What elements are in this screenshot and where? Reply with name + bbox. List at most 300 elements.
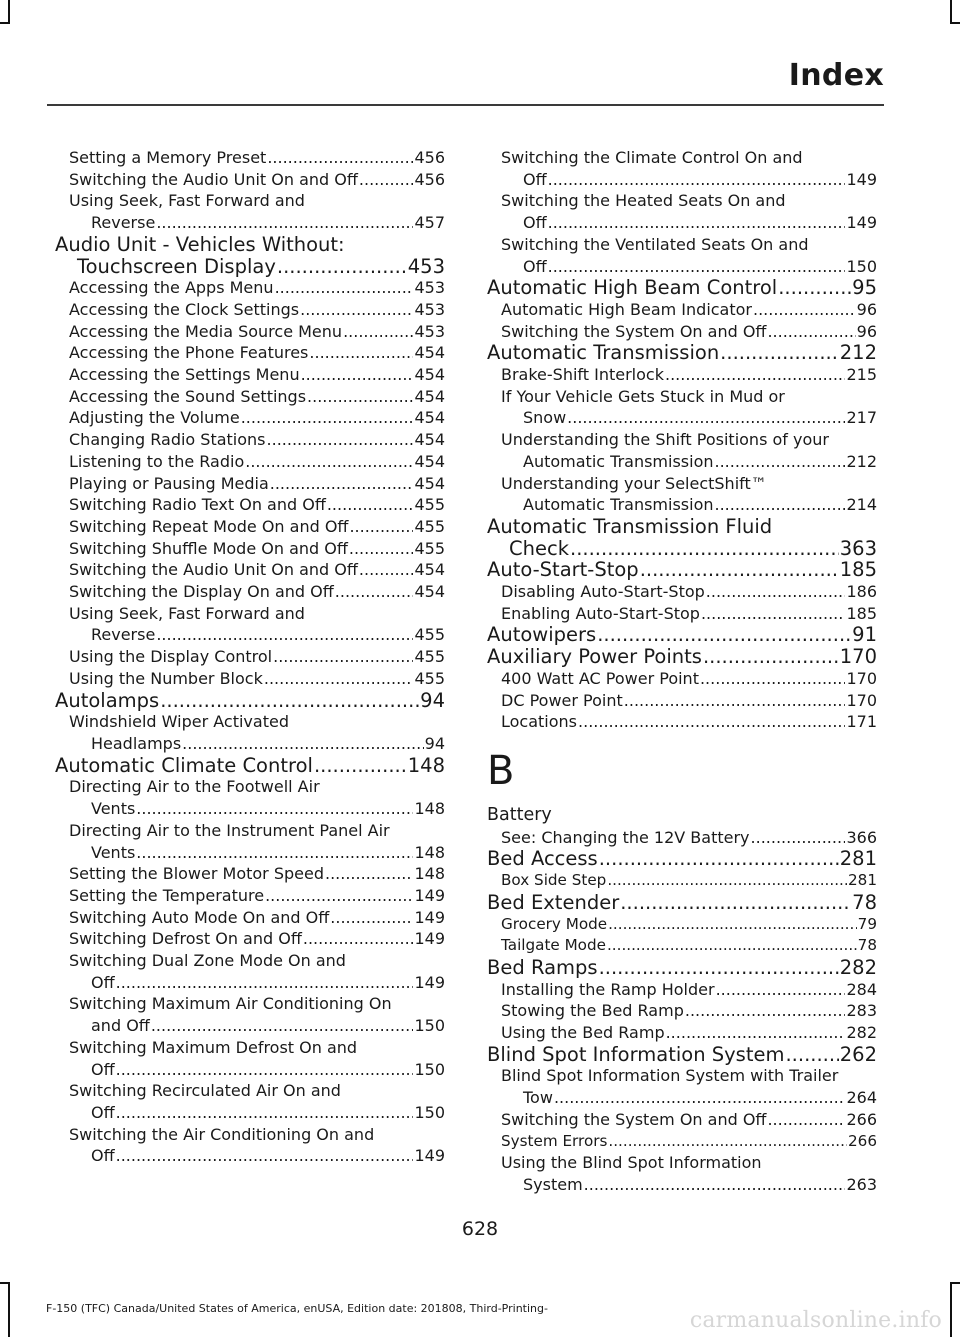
entry-page-number: 150 <box>414 1102 445 1122</box>
entry-leader-dots <box>116 1145 414 1167</box>
index-subentry-multiline <box>55 820 445 863</box>
entry-label-line2 <box>69 1145 445 1167</box>
entry-leader-dots <box>277 256 407 278</box>
entry-page-number: 453 <box>414 278 445 298</box>
entry-label-line1: Using the Blind Spot Information <box>501 1153 762 1173</box>
entry-page-number: 454 <box>414 560 445 580</box>
entry-leader-dots <box>267 429 414 451</box>
entry-page-number: 454 <box>414 430 445 450</box>
entry-page-number: 212 <box>846 451 877 471</box>
index-subentry-multiline <box>55 993 445 1036</box>
entry-leader-dots <box>349 516 413 538</box>
entry-leader-dots <box>359 169 414 191</box>
entry-page-number: 454 <box>414 451 445 471</box>
entry-leader-dots <box>666 1022 846 1044</box>
index-subentry-multiline <box>55 603 445 646</box>
entry-label: Switching Shuffle Mode On and Off <box>69 538 348 558</box>
entry-leader-dots <box>548 212 846 234</box>
entry-label: Playing or Pausing Media <box>69 473 269 493</box>
entry-leader-dots <box>270 473 414 495</box>
entry-page-number: 149 <box>846 169 877 189</box>
entry-label: Off <box>91 1102 115 1122</box>
index-main-entry <box>487 1044 877 1066</box>
entry-label-line2 <box>69 972 445 994</box>
entry-label-line2 <box>69 1059 445 1081</box>
entry-page-number: 185 <box>846 603 877 623</box>
entry-leader-dots <box>665 364 845 386</box>
index-subentry-multiline <box>487 147 877 190</box>
entry-label: Bed Access <box>487 848 598 871</box>
entry-leader-dots <box>706 581 846 603</box>
entry-leader-dots <box>327 494 414 516</box>
entry-leader-dots <box>607 870 847 892</box>
entry-leader-dots <box>578 711 845 733</box>
entry-leader-dots <box>767 1109 845 1131</box>
index-main-entry <box>487 892 877 914</box>
entry-page-number: 78 <box>852 891 877 914</box>
entry-label: Locations <box>501 712 578 732</box>
entry-label-line2 <box>69 1102 445 1124</box>
entry-page-number: 454 <box>414 582 445 602</box>
entry-leader-dots <box>700 668 845 690</box>
entry-label-line2 <box>501 1087 877 1109</box>
entry-label-line1: Using Seek, Fast Forward and <box>69 603 305 623</box>
entry-label-line2 <box>501 1174 877 1196</box>
entry-leader-dots <box>620 892 851 914</box>
entry-label-line1: Directing Air to the Footwell Air <box>69 777 320 797</box>
entry-label: Off <box>91 1059 115 1079</box>
entry-leader-dots <box>751 827 846 849</box>
entry-label: Installing the Ramp Holder <box>501 979 715 999</box>
index-subentry <box>55 907 445 929</box>
entry-label: Changing Radio Stations <box>69 430 266 450</box>
entry-label-line1: Switching the Air Conditioning On and <box>69 1124 375 1144</box>
index-subentry <box>55 494 445 516</box>
entry-label: Vents <box>91 842 136 862</box>
index-subentry <box>487 870 877 892</box>
entry-label-line1: Switching Dual Zone Mode On and <box>69 951 346 971</box>
entry-label: Accessing the Media Source Menu <box>69 321 343 341</box>
index-subentry <box>487 690 877 712</box>
index-subentry <box>55 668 445 690</box>
index-main-entry: Battery <box>487 804 552 825</box>
entry-label: Setting a Memory Preset <box>69 148 267 167</box>
index-subentry-multiline <box>55 1080 445 1123</box>
entry-label-line1: Using Seek, Fast Forward and <box>69 191 305 211</box>
entry-label: Tailgate Mode <box>501 936 606 955</box>
crop-mark-bottom-left-h <box>0 1282 10 1284</box>
entry-label-line1: Switching Maximum Air Conditioning On <box>69 994 392 1014</box>
entry-leader-dots <box>753 299 856 321</box>
entry-label: Automatic Transmission <box>523 451 714 471</box>
index-subentry <box>487 711 877 733</box>
entry-label-line2 <box>501 256 877 278</box>
index-subentry-multiline <box>55 1037 445 1080</box>
entry-label-line1: Blind Spot Information System with Trailer <box>501 1066 839 1086</box>
entry-label: Automatic Transmission <box>487 342 720 365</box>
crop-mark-bottom-left-v <box>8 1282 10 1337</box>
entry-label-line2 <box>69 798 445 820</box>
entry-label: Accessing the Clock Settings <box>69 299 300 319</box>
index-subentry <box>55 342 445 364</box>
entry-label: Off <box>523 213 547 233</box>
index-subentry-multiline <box>487 1152 877 1195</box>
index-subentry <box>55 473 445 495</box>
entry-leader-dots <box>265 885 413 907</box>
entry-page-number: 96 <box>856 321 877 341</box>
entry-leader-dots <box>301 364 414 386</box>
index-subentry <box>55 538 445 560</box>
entry-page-number: 455 <box>414 538 445 558</box>
entry-leader-dots <box>325 863 413 885</box>
entry-page-number: 363 <box>839 537 877 560</box>
entry-page-number: 148 <box>414 842 445 862</box>
entry-page-number: 455 <box>414 495 445 515</box>
entry-label: Automatic High Beam Indicator <box>501 299 752 319</box>
index-main-entry <box>55 755 445 777</box>
entry-page-number: 149 <box>846 213 877 233</box>
entry-page-number: 454 <box>414 343 445 363</box>
entry-page-number: 149 <box>414 972 445 992</box>
entry-label-line1: Windshield Wiper Activated <box>69 712 289 732</box>
index-subentry <box>487 603 877 625</box>
entry-label: Box Side Step <box>501 871 607 890</box>
entry-label: Blind Spot Information System <box>487 1043 785 1066</box>
index-main-entry-multiline <box>55 234 445 277</box>
entry-label-line1: Audio Unit - Vehicles Without: <box>55 232 345 256</box>
entry-leader-dots <box>309 342 413 364</box>
entry-leader-dots <box>116 1102 414 1124</box>
index-main-entry <box>487 342 877 364</box>
entry-page-number: 264 <box>846 1088 877 1108</box>
entry-page-number: 170 <box>846 690 877 710</box>
entry-page-number: 282 <box>846 1023 877 1043</box>
entry-label: Off <box>91 1146 115 1166</box>
entry-label: System <box>523 1174 583 1194</box>
entry-label: Using the Number Block <box>69 668 263 688</box>
entry-label: Switching Radio Text On and Off <box>69 495 326 515</box>
entry-label: Reverse <box>91 213 156 233</box>
entry-page-number: 214 <box>846 495 877 515</box>
entry-page-number: 91 <box>852 624 877 647</box>
entry-label: Autolamps <box>55 689 160 712</box>
index-subentry <box>55 516 445 538</box>
crop-mark-top-left-v <box>8 0 10 24</box>
entry-leader-dots <box>349 538 414 560</box>
entry-page-number: 284 <box>846 979 877 999</box>
entry-page-number: 266 <box>846 1109 877 1129</box>
entry-page-number: 217 <box>846 408 877 428</box>
entry-label: Snow <box>523 408 567 428</box>
header-divider <box>47 104 884 106</box>
entry-label: Reverse <box>91 625 156 645</box>
entry-leader-dots <box>136 798 413 820</box>
entry-page-number: 149 <box>414 929 445 949</box>
entry-label: 400 Watt AC Power Point <box>501 668 699 688</box>
entry-page-number: 95 <box>852 277 877 299</box>
index-subentry <box>487 1022 877 1044</box>
entry-label: DC Power Point <box>501 690 623 710</box>
entry-label: Switching Auto Mode On and Off <box>69 907 330 927</box>
entry-label-line1: Understanding your SelectShift™ <box>501 473 767 493</box>
entry-page-number: 148 <box>414 864 445 884</box>
entry-label: Touchscreen Display <box>77 255 276 278</box>
entry-label: Headlamps <box>91 733 182 753</box>
index-subentry-multiline <box>487 1065 877 1108</box>
index-subentry <box>55 277 445 299</box>
entry-label: Switching the Audio Unit On and Off <box>69 169 358 189</box>
entry-label-line2 <box>501 407 877 429</box>
entry-label: Accessing the Settings Menu <box>69 365 300 385</box>
index-subentry <box>55 169 445 191</box>
entry-page-number: 366 <box>846 827 877 847</box>
index-main-entry <box>487 559 877 581</box>
entry-label: Vents <box>91 799 136 819</box>
entry-label-line2 <box>55 256 445 278</box>
index-subentry <box>55 928 445 950</box>
entry-label-line1: Switching Maximum Defrost On and <box>69 1037 358 1057</box>
index-subentry <box>487 668 877 690</box>
entry-page-number: 453 <box>414 321 445 341</box>
entry-leader-dots <box>160 690 419 712</box>
entry-page-number: 455 <box>414 516 445 536</box>
index-subentry <box>487 299 877 321</box>
entry-leader-dots <box>685 1000 846 1022</box>
entry-leader-dots <box>767 321 855 343</box>
index-main-entry <box>487 624 877 646</box>
entry-label: System Errors <box>501 1131 608 1150</box>
index-subentry <box>55 559 445 581</box>
entry-page-number: 148 <box>414 799 445 819</box>
entry-page-number: 454 <box>414 408 445 428</box>
index-subentry-multiline <box>487 190 877 233</box>
index-subentry <box>487 1131 877 1153</box>
entry-leader-dots <box>624 690 846 712</box>
entry-page-number: 281 <box>839 848 877 871</box>
entry-page-number: 454 <box>414 473 445 493</box>
entry-page-number: 148 <box>407 754 445 777</box>
entry-label-line1: Switching the Ventilated Seats On and <box>501 234 809 254</box>
entry-leader-dots <box>607 935 857 957</box>
entry-label-line2 <box>69 842 445 864</box>
entry-page-number: 455 <box>414 625 445 645</box>
entry-leader-dots <box>715 494 846 516</box>
entry-leader-dots <box>330 907 413 929</box>
entry-label: Bed Extender <box>487 891 620 914</box>
entry-label-line1: Directing Air to the Instrument Panel Air <box>69 820 390 840</box>
entry-label: Switching the Audio Unit On and Off <box>69 560 358 580</box>
index-subentry <box>487 914 877 936</box>
entry-label: Automatic Climate Control <box>55 754 313 777</box>
entry-page-number: 457 <box>414 213 445 233</box>
entry-label: Switching the System On and Off <box>501 321 767 341</box>
index-subentry <box>487 979 877 1001</box>
entry-page-number: 150 <box>414 1059 445 1079</box>
entry-label: Enabling Auto-Start-Stop <box>501 603 700 623</box>
entry-label-line2 <box>501 169 877 191</box>
entry-label-line2 <box>69 1015 445 1037</box>
entry-leader-dots <box>273 646 413 668</box>
entry-label: Grocery Mode <box>501 914 608 933</box>
entry-leader-dots <box>701 603 846 625</box>
entry-leader-dots <box>715 451 846 473</box>
crop-mark-bottom-right-h <box>950 1282 960 1284</box>
entry-label: and Off <box>91 1016 150 1036</box>
entry-leader-dots <box>303 928 414 950</box>
entry-leader-dots <box>716 979 846 1001</box>
index-subentry-multiline <box>55 1124 445 1167</box>
entry-leader-dots <box>608 1131 847 1153</box>
entry-leader-dots <box>703 646 839 668</box>
index-subentry <box>487 1109 877 1131</box>
entry-leader-dots <box>136 842 413 864</box>
entry-leader-dots <box>343 321 413 343</box>
entry-page-number: 170 <box>846 668 877 688</box>
entry-label: Off <box>91 972 115 992</box>
entry-leader-dots <box>116 1059 414 1081</box>
index-subentry <box>55 364 445 386</box>
entry-page-number: 453 <box>407 255 445 278</box>
entry-leader-dots <box>267 147 413 169</box>
entry-page-number: 170 <box>839 646 877 668</box>
entry-label: Adjusting the Volume <box>69 408 240 428</box>
entry-leader-dots <box>156 624 413 646</box>
entry-label: Accessing the Sound Settings <box>69 386 307 406</box>
entry-leader-dots <box>335 581 414 603</box>
entry-label-line1: Understanding the Shift Positions of your <box>501 430 829 450</box>
entry-leader-dots <box>584 1174 846 1196</box>
entry-leader-dots <box>359 559 414 581</box>
index-subentry <box>487 827 877 849</box>
entry-leader-dots <box>182 733 423 755</box>
index-subentry <box>55 321 445 343</box>
index-subentry <box>487 935 877 957</box>
entry-label: Switching Repeat Mode On and Off <box>69 516 349 536</box>
entry-label: Setting the Temperature <box>69 885 265 905</box>
index-subentry-multiline <box>487 429 877 472</box>
entry-leader-dots <box>156 212 413 234</box>
entry-leader-dots <box>116 972 414 994</box>
crop-mark-top-right-h <box>950 22 960 24</box>
entry-label: Automatic High Beam Control <box>487 277 778 299</box>
page-number: 628 <box>461 1218 499 1240</box>
entry-page-number: 454 <box>414 386 445 406</box>
entry-page-number: 94 <box>424 733 445 753</box>
index-main-entry <box>487 957 877 979</box>
entry-leader-dots <box>640 559 839 581</box>
entry-label-line1: Switching Recirculated Air On and <box>69 1081 341 1101</box>
entry-label: Brake-Shift Interlock <box>501 365 664 385</box>
entry-label-line2 <box>501 212 877 234</box>
entry-leader-dots <box>151 1015 414 1037</box>
entry-label: Setting the Blower Motor Speed <box>69 864 324 884</box>
entry-label: Auxiliary Power Points <box>487 646 702 668</box>
entry-page-number: 283 <box>846 1001 877 1021</box>
index-subentry <box>55 429 445 451</box>
entry-label-line1: Switching the Heated Seats On and <box>501 191 786 211</box>
entry-leader-dots <box>314 755 407 777</box>
entry-leader-dots <box>554 1087 846 1109</box>
entry-leader-dots <box>599 848 839 870</box>
entry-label: Automatic Transmission <box>523 495 714 515</box>
entry-label: See: Changing the 12V Battery <box>501 827 750 847</box>
entry-page-number: 150 <box>846 256 877 276</box>
entry-label: Autowipers <box>487 624 597 647</box>
entry-page-number: 96 <box>856 299 877 319</box>
index-subentry <box>55 581 445 603</box>
index-main-entry <box>487 277 877 299</box>
entry-leader-dots <box>307 386 413 408</box>
entry-page-number: 282 <box>839 956 877 979</box>
entry-page-number: 456 <box>414 169 445 189</box>
entry-page-number: 79 <box>857 914 877 933</box>
index-main-entry <box>55 690 445 712</box>
entry-label-line2 <box>69 212 445 234</box>
entry-leader-dots <box>264 668 414 690</box>
entry-label: Switching the Display On and Off <box>69 582 334 602</box>
index-column-left <box>55 147 445 1167</box>
footer-edition-info: F-150 (TFC) Canada/United States of America, enUSA, Edition date: 201808, Third-Printing- <box>46 1302 548 1315</box>
index-subentry <box>55 863 445 885</box>
entry-label: Accessing the Apps Menu <box>69 278 274 298</box>
entry-page-number: 263 <box>846 1174 877 1194</box>
entry-label-line2 <box>487 538 877 560</box>
entry-label: Switching the System On and Off <box>501 1109 767 1129</box>
entry-page-number: 281 <box>848 871 877 890</box>
entry-page-number: 455 <box>414 668 445 688</box>
index-section-letter: B <box>487 747 515 794</box>
entry-page-number: 149 <box>414 1146 445 1166</box>
index-subentry-multiline <box>487 234 877 277</box>
index-subentry-multiline <box>487 473 877 516</box>
index-subentry <box>55 299 445 321</box>
entry-label-line2 <box>69 733 445 755</box>
entry-leader-dots <box>597 624 851 646</box>
entry-page-number: 453 <box>414 299 445 319</box>
entry-page-number: 149 <box>414 885 445 905</box>
entry-page-number: 215 <box>846 365 877 385</box>
index-column-right <box>487 147 877 1196</box>
entry-label: Switching Defrost On and Off <box>69 929 302 949</box>
entry-leader-dots <box>785 1044 838 1066</box>
watermark: carmanualsonline.info <box>689 1308 942 1333</box>
entry-leader-dots <box>241 407 414 429</box>
index-subentry <box>55 407 445 429</box>
entry-label: Disabling Auto-Start-Stop <box>501 582 705 602</box>
entry-leader-dots <box>548 169 846 191</box>
index-subentry-multiline <box>55 190 445 233</box>
entry-page-number: 171 <box>846 712 877 732</box>
index-main-entry-multiline <box>487 516 877 559</box>
index-subentry <box>55 451 445 473</box>
index-subentry <box>487 321 877 343</box>
index-subentry-multiline <box>55 950 445 993</box>
entry-page-number: 455 <box>414 647 445 667</box>
crop-mark-top-left-h <box>0 22 10 24</box>
crop-mark-bottom-right-v <box>950 1282 952 1337</box>
entry-label: Check <box>509 537 569 560</box>
entry-label-line1: Automatic Transmission Fluid <box>487 514 773 538</box>
entry-leader-dots <box>570 538 839 560</box>
index-subentry <box>487 581 877 603</box>
entry-page-number: 454 <box>414 365 445 385</box>
entry-label-line1: Switching the Climate Control On and <box>501 148 803 167</box>
index-subentry-multiline <box>55 776 445 819</box>
index-subentry <box>55 386 445 408</box>
index-subentry <box>55 885 445 907</box>
index-subentry <box>487 364 877 386</box>
entry-leader-dots <box>548 256 846 278</box>
